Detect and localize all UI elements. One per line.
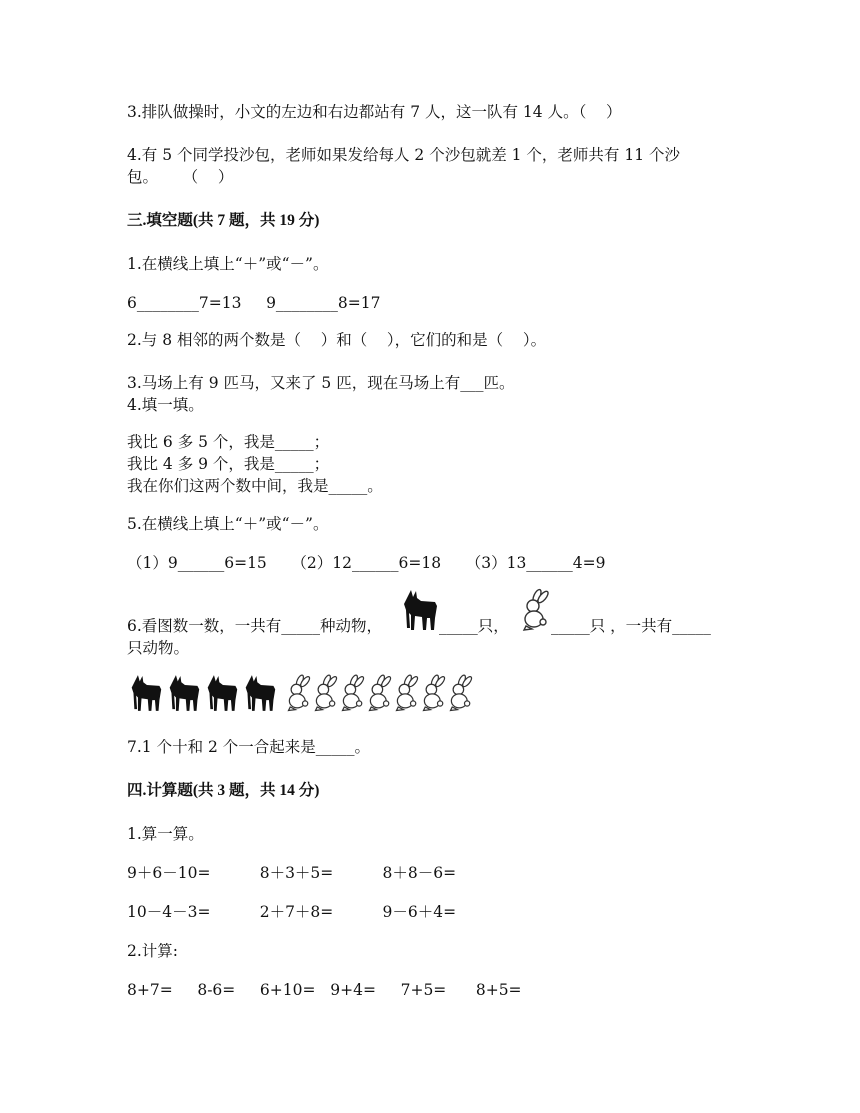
goat-icon	[243, 672, 277, 714]
rabbit-icon	[312, 673, 340, 713]
goat-icon	[129, 672, 163, 714]
fill-q4-a: 我比 6 多 5 个，我是_____；	[127, 433, 330, 451]
fill-q4: 4.填一填。	[127, 396, 204, 414]
fill-q6-part1: 6.看图数一数，一共有_____种动物，	[127, 617, 383, 635]
rabbit-icon	[366, 673, 394, 713]
fill-q4-c: 我在你们这两个数中间，我是_____。	[127, 477, 383, 495]
calc-q1: 1.算一算。	[127, 825, 204, 843]
fill-q5-equations: （1）9______6=15 （2）12______6=18 （3）13______4=9	[127, 554, 606, 572]
judgement-q3: 3.排队做操时，小文的左边和右边都站有 7 人，这一队有 14 人。（ ）	[127, 103, 622, 121]
calc-row2: 10－4－3= 2＋7＋8= 9－6＋4=	[127, 903, 457, 921]
fill-q1-equations: 6________7=13 9________8=17	[127, 294, 381, 312]
calc-heading: 四.计算题(共 3 题，共 14 分)	[127, 782, 320, 799]
fill-q2: 2.与 8 相邻的两个数是（ ）和（ ），它们的和是（ ）。	[127, 331, 547, 349]
fill-q5: 5.在横线上填上“＋”或“－”。	[127, 515, 329, 533]
rabbit-icon	[393, 673, 421, 713]
judgement-q4-line2: 包。 （ ）	[127, 168, 234, 186]
fill-q6-part2: _____只，	[439, 617, 509, 635]
fill-heading: 三.填空题(共 7 题，共 19 分)	[127, 212, 320, 229]
fill-q6-part3: _____只 ，一共有_____	[551, 617, 711, 635]
rabbit-icon	[520, 588, 552, 632]
judgement-q4-line1: 4.有 5 个同学投沙包，老师如果发给每人 2 个沙包就差 1 个，老师共有 11 个沙	[127, 146, 681, 164]
rabbit-icon	[447, 673, 475, 713]
fill-q6-line2: 只动物。	[127, 639, 190, 657]
fill-q3: 3.马场上有 9 匹马，又来了 5 匹，现在马场上有___匹。	[127, 374, 515, 392]
goat-icon	[401, 588, 439, 632]
calc-q2: 2.计算:	[127, 942, 179, 960]
goat-icon	[205, 672, 239, 714]
fill-q7: 7.1 个十和 2 个一合起来是_____。	[127, 738, 371, 756]
fill-q1: 1.在横线上填上“＋”或“－”。	[127, 255, 329, 273]
rabbit-icon	[285, 673, 313, 713]
calc-row3: 8+7= 8-6= 6+10= 9+4= 7+5= 8+5=	[127, 981, 522, 999]
fill-q4-b: 我比 4 多 9 个，我是_____；	[127, 455, 330, 473]
rabbit-icon	[420, 673, 448, 713]
goat-icon	[167, 672, 201, 714]
calc-row1: 9＋6－10= 8＋3＋5= 8＋8－6=	[127, 864, 457, 882]
rabbit-icon	[339, 673, 367, 713]
